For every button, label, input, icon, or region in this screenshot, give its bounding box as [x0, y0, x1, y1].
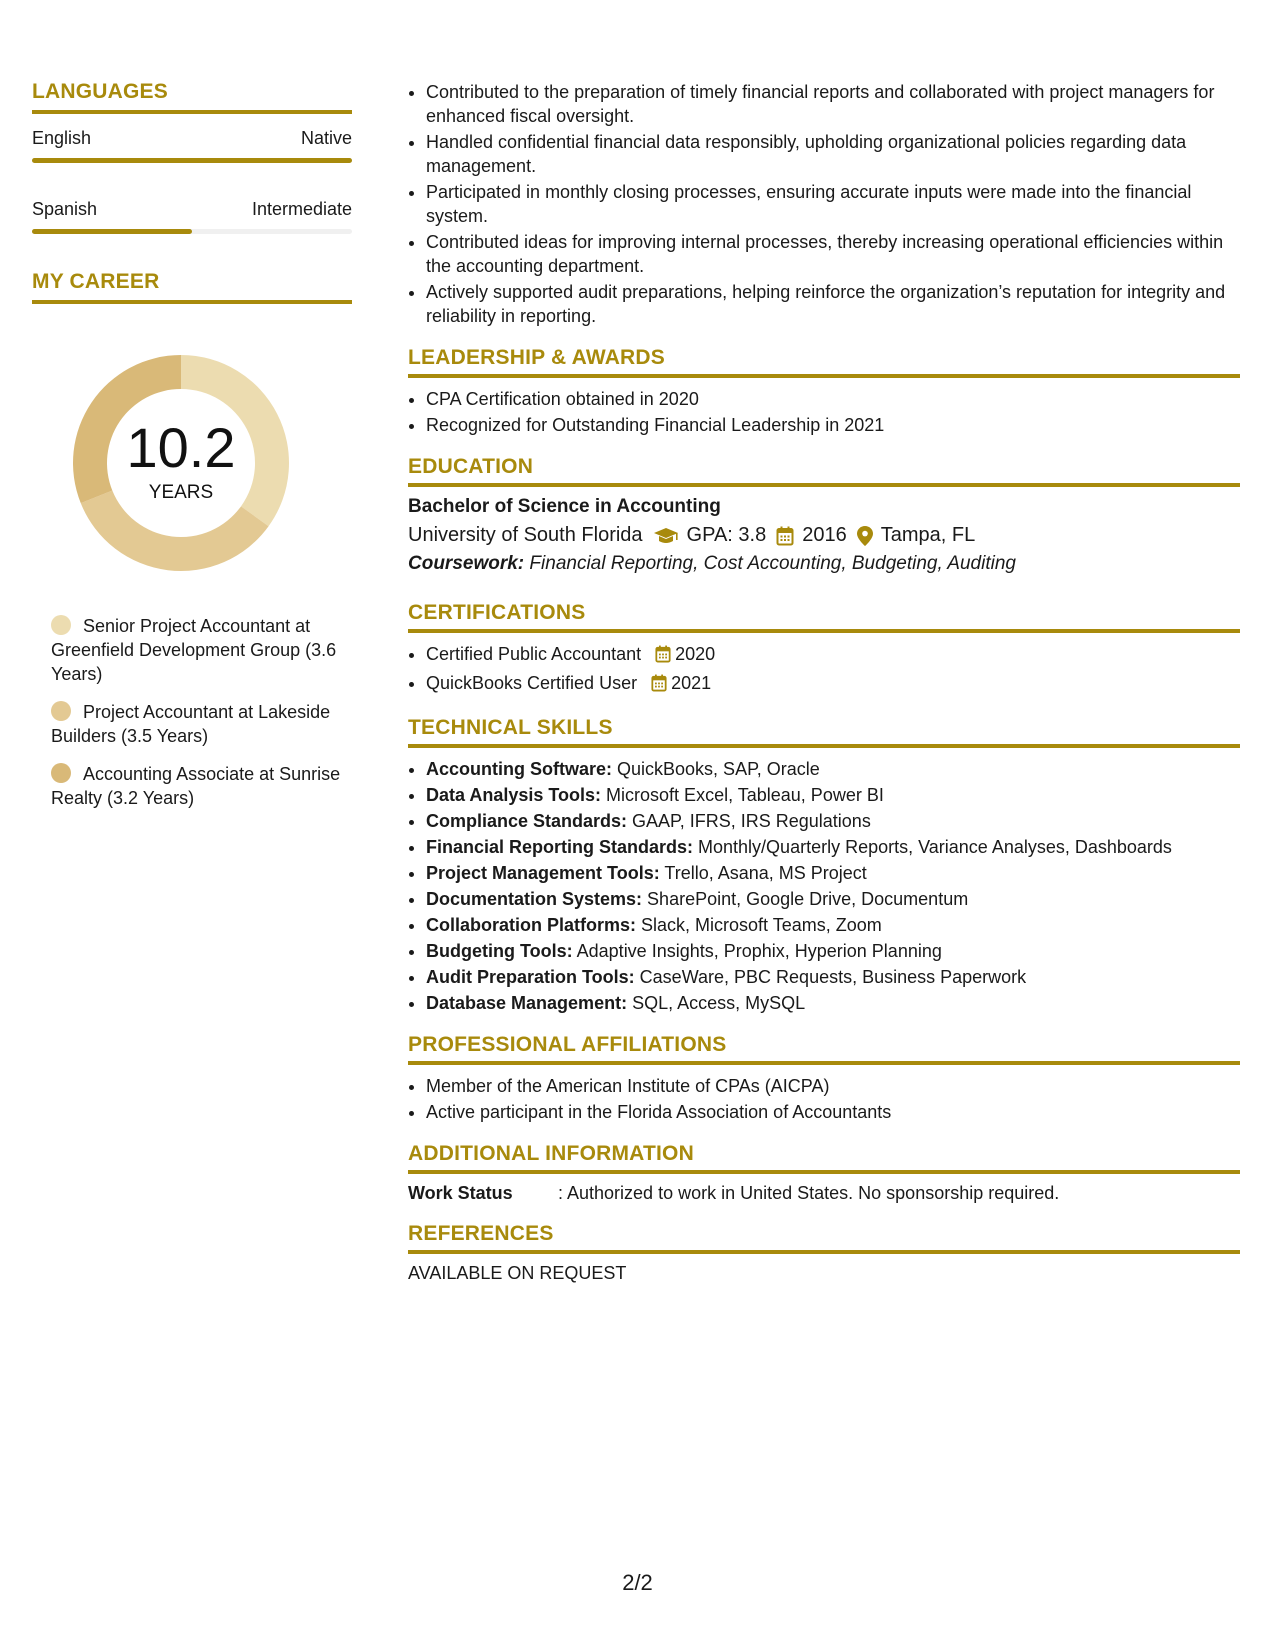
- skill-item: [426, 887, 1240, 911]
- skills-list: [408, 757, 1240, 1015]
- leadership-title: LEADERSHIP & AWARDS: [408, 346, 1240, 378]
- skill-item: [426, 835, 1240, 859]
- skill-category: Budgeting Tools:: [426, 941, 573, 961]
- career-section: [32, 270, 352, 810]
- skill-values: CaseWare, PBC Requests, Business Paperwork: [634, 967, 1027, 987]
- language-list: [32, 128, 352, 234]
- languages-title: LANGUAGES: [32, 80, 352, 114]
- skill-category: Collaboration Platforms:: [426, 915, 637, 935]
- education-details: [408, 524, 1240, 547]
- leadership-item: • Recognized for Outstanding Financial Leadership in 2021: [426, 413, 1240, 437]
- experience-bullet: • Handled confidential financial data responsibly, upholding organizational policies regarding data management.: [426, 130, 1240, 178]
- language-proficiency-bar: [32, 158, 352, 163]
- language-row: [32, 128, 352, 149]
- certifications-list: [408, 642, 1240, 698]
- references-title: REFERENCES: [408, 1222, 1240, 1254]
- career-legend-text: Accounting Associate at Sunrise Realty (3.2 Years): [51, 764, 341, 808]
- legend-dot-icon: [51, 763, 71, 783]
- coursework-label: Coursework:: [408, 553, 525, 574]
- language-item: [32, 128, 352, 163]
- references-text: AVAILABLE ON REQUEST: [408, 1263, 627, 1283]
- education-title: EDUCATION: [408, 455, 1240, 487]
- coursework-list: Financial Reporting, Cost Accounting, Budgeting, Auditing: [529, 553, 1016, 574]
- experience-bullet: • Actively supported audit preparations, helping reinforce the organization’s reputation for integrity and reliability in reporting.: [426, 280, 1240, 328]
- language-proficiency-fill: [32, 229, 192, 234]
- school-name: University of South Florida: [408, 524, 643, 546]
- skill-values: Monthly/Quarterly Reports, Variance Analyses, Dashboards: [693, 837, 1172, 857]
- language-name: Spanish: [32, 199, 98, 219]
- skill-item: [426, 939, 1240, 963]
- career-legend-item: [51, 762, 352, 810]
- skill-values: GAAP, IFRS, IRS Regulations: [627, 811, 871, 831]
- work-status-row: [408, 1183, 1240, 1204]
- skill-values: Trello, Asana, MS Project: [659, 863, 867, 883]
- experience-bullet: • Participated in monthly closing processes, ensuring accurate inputs were made into the financial system.: [426, 180, 1240, 228]
- degree-name: Bachelor of Science in Accounting: [408, 496, 721, 517]
- career-legend-item: [51, 700, 352, 748]
- page-number: 2/2: [622, 1570, 653, 1595]
- skill-category: Audit Preparation Tools:: [426, 967, 635, 987]
- calendar-icon: [655, 645, 671, 669]
- skill-item: [426, 757, 1240, 781]
- donut-center: [66, 348, 296, 578]
- coursework: [408, 553, 1240, 575]
- affiliation-item: • Member of the American Institute of CPAs (AICPA): [426, 1074, 1240, 1098]
- skill-values: QuickBooks, SAP, Oracle: [612, 759, 820, 779]
- skill-values: SQL, Access, MySQL: [627, 993, 806, 1013]
- certification-item: [426, 642, 1240, 669]
- language-item: [32, 199, 352, 234]
- school-location: Tampa, FL: [880, 524, 976, 546]
- work-status-label: Work Status: [408, 1183, 513, 1203]
- skill-values: Adaptive Insights, Prophix, Hyperion Planning: [572, 941, 942, 961]
- skill-values: Microsoft Excel, Tableau, Power BI: [601, 785, 884, 805]
- leadership-item: • CPA Certification obtained in 2020: [426, 387, 1240, 411]
- language-level: Intermediate: [251, 199, 352, 219]
- graduation-cap-icon: [653, 527, 679, 545]
- skill-values: Slack, Microsoft Teams, Zoom: [636, 915, 882, 935]
- skill-category: Documentation Systems:: [426, 889, 643, 909]
- certification-item: [426, 671, 1240, 698]
- skill-category: Financial Reporting Standards:: [426, 837, 694, 857]
- legend-dot-icon: [51, 615, 71, 635]
- additional-info-title: ADDITIONAL INFORMATION: [408, 1142, 1240, 1174]
- skill-category: Accounting Software:: [426, 759, 613, 779]
- skill-category: Database Management:: [426, 993, 628, 1013]
- certification-year: 2021: [671, 673, 712, 693]
- legend-dot-icon: [51, 701, 71, 721]
- calendar-icon: [651, 674, 667, 698]
- left-column: [32, 80, 352, 824]
- experience-bullet: • Contributed ideas for improving internal processes, thereby increasing operational efficiencies within the accounting department.: [426, 230, 1240, 278]
- certification-name: Certified Public Accountant: [426, 644, 642, 664]
- skill-values: SharePoint, Google Drive, Documentum: [642, 889, 969, 909]
- skill-item: [426, 913, 1240, 937]
- graduation-year: 2016: [802, 524, 847, 546]
- career-title: MY CAREER: [32, 270, 352, 304]
- career-legend-text: Project Accountant at Lakeside Builders (3.5 Years): [51, 702, 331, 746]
- career-legend-item: [51, 614, 352, 686]
- language-level: Native: [300, 128, 352, 148]
- career-years-unit: YEARS: [148, 482, 214, 503]
- career-donut-chart: [66, 348, 296, 578]
- skill-item: [426, 965, 1240, 989]
- affiliations-title: PROFESSIONAL AFFILIATIONS: [408, 1033, 1240, 1065]
- languages-section: [32, 80, 352, 234]
- skill-category: Project Management Tools:: [426, 863, 660, 883]
- skill-item: [426, 991, 1240, 1015]
- experience-bullet: • Contributed to the preparation of timely financial reports and collaborated with project managers for enhanced fiscal oversight.: [426, 80, 1240, 128]
- language-proficiency-fill: [32, 158, 352, 163]
- certification-name: QuickBooks Certified User: [426, 673, 638, 693]
- skill-item: [426, 783, 1240, 807]
- affiliation-item: • Active participant in the Florida Association of Accountants: [426, 1100, 1240, 1124]
- work-status-value: : Authorized to work in United States. No sponsorship required.: [558, 1183, 1060, 1203]
- language-proficiency-bar: [32, 229, 352, 234]
- career-total-years: 10.2: [126, 416, 236, 479]
- calendar-icon: [776, 526, 794, 546]
- affiliations-list: [408, 1074, 1240, 1124]
- education-entry: [408, 496, 1240, 575]
- skill-item: [426, 809, 1240, 833]
- location-pin-icon: [857, 526, 873, 546]
- skills-title: TECHNICAL SKILLS: [408, 716, 1240, 748]
- skill-category: Data Analysis Tools:: [426, 785, 602, 805]
- leadership-list: [408, 387, 1240, 437]
- certifications-title: CERTIFICATIONS: [408, 601, 1240, 633]
- certification-year: 2020: [675, 644, 716, 664]
- gpa: GPA: 3.8: [686, 524, 767, 546]
- experience-bullets: [408, 80, 1240, 328]
- skill-item: [426, 861, 1240, 885]
- career-legend-text: Senior Project Accountant at Greenfield Development Group (3.6 Years): [51, 616, 337, 684]
- skill-category: Compliance Standards:: [426, 811, 628, 831]
- right-column: [408, 80, 1240, 1284]
- career-legend: [32, 614, 352, 810]
- language-row: [32, 199, 352, 220]
- language-name: English: [32, 128, 92, 148]
